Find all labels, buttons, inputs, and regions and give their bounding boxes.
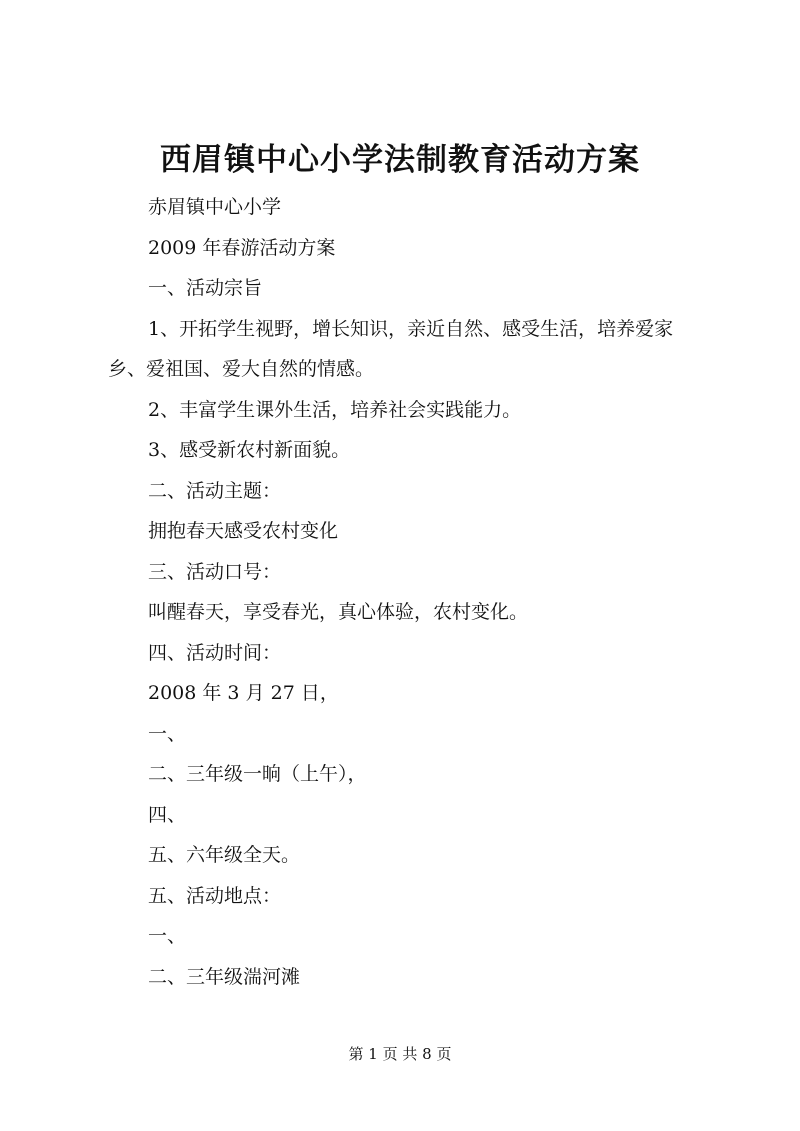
document-title: 西眉镇中心小学法制教育活动方案 bbox=[160, 142, 640, 178]
paragraph-purpose-1: 1、开拓学生视野，增长知识，亲近自然、感受生活，培养爱家乡、爱祖国、爱大自然的情感。 bbox=[108, 317, 674, 380]
paragraph-time-item-3: 四、 bbox=[148, 803, 187, 826]
paragraph-purpose-2: 2、丰富学生课外生活，培养社会实践能力。 bbox=[148, 398, 522, 421]
paragraph-time-item-1: 一、 bbox=[148, 722, 187, 745]
paragraph-time-item-4: 五、六年级全天。 bbox=[148, 844, 301, 866]
page-footer bbox=[0, 1043, 800, 1065]
paragraph-location-item-2: 二、三年级湍河滩 bbox=[148, 965, 301, 988]
paragraph-slogan: 叫醒春天，享受春光，真心体验，农村变化。 bbox=[148, 601, 529, 623]
heading-slogan: 三、活动口号： bbox=[148, 560, 282, 583]
document-body bbox=[108, 187, 700, 997]
paragraph-plan-title: 2009 年春游活动方案 bbox=[148, 236, 336, 259]
paragraph-time-item-2: 二、三年级一晌（上午）， bbox=[148, 763, 367, 785]
page-number-label: 第 1 页 共 8 页 bbox=[348, 1045, 452, 1063]
heading-location: 五、活动地点： bbox=[148, 884, 282, 907]
paragraph-location-item-1: 一、 bbox=[148, 925, 187, 947]
heading-theme: 二、活动主题： bbox=[148, 479, 282, 502]
paragraph-theme: 拥抱春天感受农村变化 bbox=[148, 520, 339, 542]
paragraph-purpose-3: 3、感受新农村新面貌。 bbox=[148, 439, 351, 461]
heading-purpose: 一、活动宗旨 bbox=[148, 277, 263, 299]
paragraph-school-name: 赤眉镇中心小学 bbox=[148, 196, 282, 218]
paragraph-date: 2008 年 3 月 27 日， bbox=[148, 682, 339, 704]
heading-time: 四、活动时间： bbox=[148, 641, 282, 664]
